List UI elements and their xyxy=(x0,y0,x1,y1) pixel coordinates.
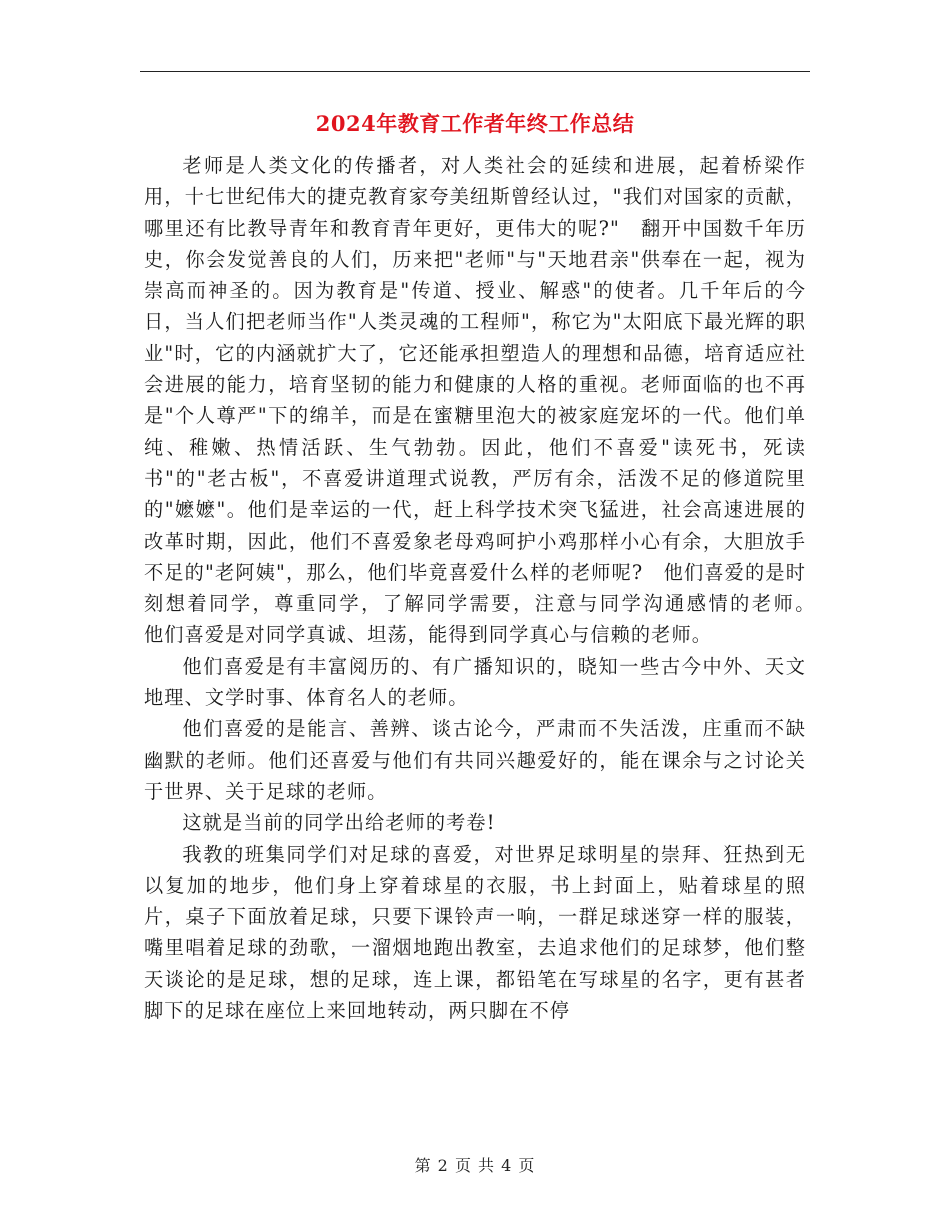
document-body xyxy=(144,150,834,1026)
paragraph: 他们喜爱的是能言、善辨、谈古论今，严肃而不失活泼，庄重而不缺幽默的老师。他们还喜爱与他们有共同兴趣爱好的，能在课余与之讨论关于世界、关于足球的老师。 xyxy=(144,717,806,803)
header-rule xyxy=(140,71,810,72)
paragraph: 老师是人类文化的传播者，对人类社会的延续和进展，起着桥梁作用，十七世纪伟大的捷克教育家夸美纽斯曾经认过，"我们对国家的贡献，哪里还有比教导青年和教育青年更好，更伟大的呢?" 翻开中国数千年历史，你会发觉善良的人们，历来把"老师"与"天地君亲"供奉在一起，视为崇高而神圣的。因为教育是"传道、授业、解惑"的使者。几千年后的今日，当人们把老师当作"人类灵魂的工程师"，称它为"太阳底下最光辉的职业"时，它的内涵就扩大了，它还能承担塑造人的理想和品德，培育适应社会进展的能力，培育坚韧的能力和健康的人格的重视。老师面临的也不再是"个人尊严"下的绵羊，而是在蜜糖里泡大的被家庭宠坏的一代。他们单纯、稚嫩、热情活跃、生气勃勃。因此，他们不喜爱"读死书，死读书"的"老古板"，不喜爱讲道理式说教，严厉有余，活泼不足的修道院里的"嬷嬷"。他们是幸运的一代，赶上科学技术突飞猛进，社会高速进展的改革时期，因此，他们不喜爱象老母鸡呵护小鸡那样小心有余，大胆放手不足的"老阿姨"，那么，他们毕竟喜爱什么样的老师呢? 他们喜爱的是时刻想着同学，尊重同学，了解同学需要，注意与同学沟通感情的老师。 他们喜爱是对同学真诚、坦荡，能得到同学真心与信赖的老师。 xyxy=(144,154,834,647)
paragraph: 这就是当前的同学出给老师的考卷! xyxy=(182,811,496,835)
paragraph: 我教的班集同学们对足球的喜爱，对世界足球明星的崇拜、狂热到无以复加的地步，他们身上穿着球星的衣服，书上封面上，贴着球星的照片，桌子下面放着足球，只要下课铃声一响，一群足球迷穿一样的服装，嘴里唱着足球的劲歌，一溜烟地跑出教室，去追求他们的足球梦，他们整天谈论的是足球，想的足球，连上课，都铅笔在写球星的名字，更有甚者脚下的足球在座位上来回地转动，两只脚在不停 xyxy=(144,842,806,1023)
document-title: 2024年教育工作者年终工作总结 xyxy=(315,111,635,136)
paragraph: 他们喜爱是有丰富阅历的、有广播知识的，晓知一些古今中外、天文地理、文学时事、体育名人的老师。 xyxy=(144,654,806,710)
page-number-footer: 第 2 页 共 4 页 xyxy=(414,1156,536,1175)
